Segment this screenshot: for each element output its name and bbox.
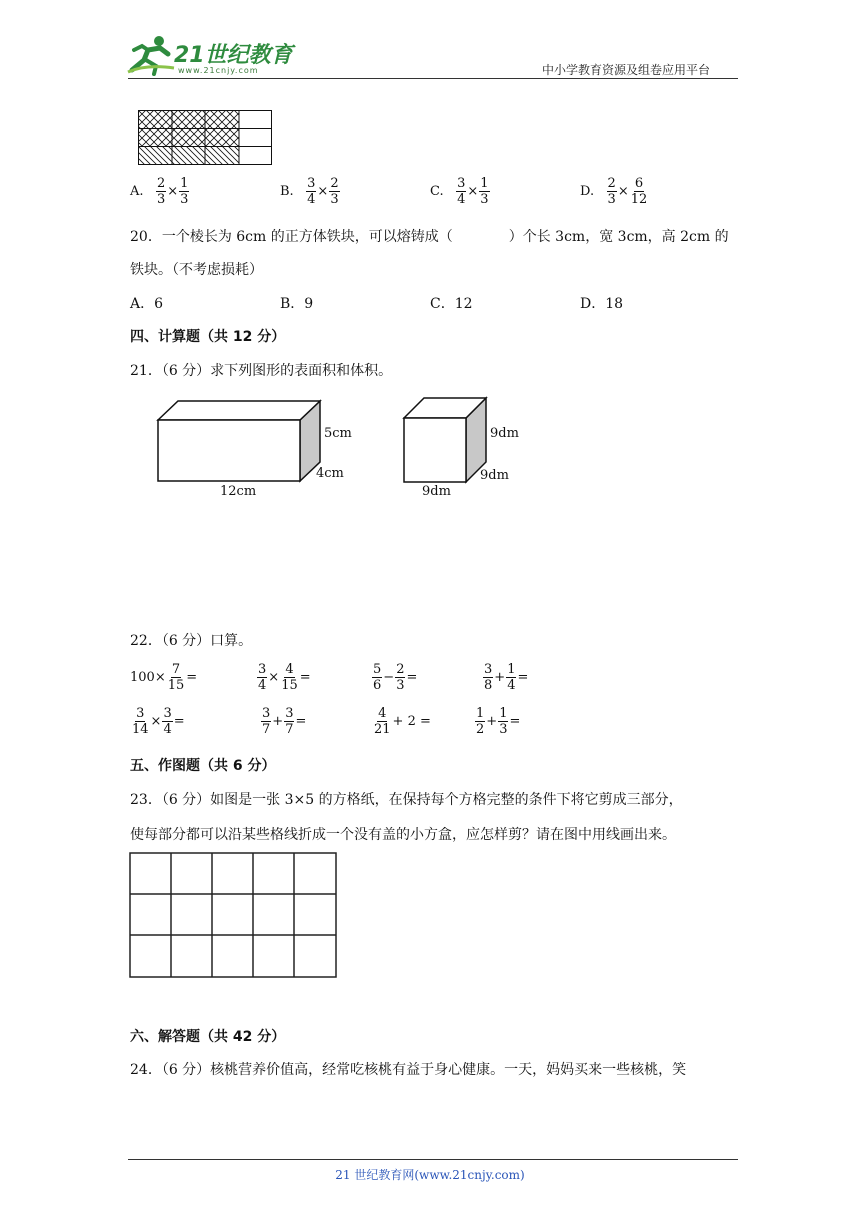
- q24-text-line1: 24．（6 分）核桃营养价值高，经常吃核桃有益于身心健康。一天，妈妈买来一些核桃，笑: [130, 1062, 687, 1078]
- runner-logo-icon: [126, 34, 176, 76]
- q20-option-a[interactable]: A．6: [130, 296, 164, 312]
- q19-option-a[interactable]: A. $\frac{2}{3}$ × $\frac{1}{3}$: [130, 176, 189, 207]
- header-divider: [128, 78, 738, 79]
- q20-option-d[interactable]: D．18: [580, 296, 624, 312]
- logo-subtext: www.21cnjy.com: [178, 66, 259, 75]
- q23-grid-paper[interactable]: [129, 852, 339, 984]
- cuboid-height-label: 5cm: [324, 426, 352, 441]
- q22-expr-1: 100× $\frac{7}{15}$ =: [130, 662, 198, 693]
- q19-figure: [138, 110, 273, 170]
- cube-height-label: 9dm: [490, 426, 519, 441]
- q20-text-line2: 铁块。（不考虑损耗）: [130, 262, 263, 278]
- q22-expr-5: $\frac{3}{14}$ × $\frac{3}{4}$ =: [132, 706, 185, 737]
- section-heading-6: 六、解答题（共 42 分）: [130, 1029, 286, 1045]
- fraction: $\frac{1}{3}$: [180, 176, 189, 207]
- hatched-grid: [138, 110, 273, 166]
- platform-name: 中小学教育资源及组卷应用平台: [542, 63, 711, 77]
- q22-expr-3: $\frac{5}{6}$ − $\frac{2}{3}$ =: [373, 662, 418, 693]
- fraction: $\frac{2}{3}$: [607, 176, 616, 207]
- fraction: $\frac{2}{3}$: [156, 176, 166, 207]
- logo-text: 21世纪教育: [174, 43, 293, 68]
- site-logo: [126, 34, 296, 78]
- cube-width-label: 9dm: [480, 468, 509, 483]
- fraction: $\frac{3}{4}$: [457, 176, 466, 207]
- q21-cube-figure: [398, 390, 519, 499]
- q22-expr-7: $\frac{4}{21}$ + 2 =: [374, 706, 431, 737]
- q23-text-line2: 使每部分都可以沿某些格线折成一个没有盖的小方盒，应怎样剪？请在图中用线画出来。: [130, 827, 676, 843]
- cuboid-width-label: 4cm: [316, 466, 344, 481]
- q19-option-b[interactable]: B. $\frac{3}{4}$ × $\frac{2}{3}$: [280, 176, 339, 207]
- q22-expr-6: $\frac{3}{7}$ + $\frac{3}{7}$ =: [262, 706, 307, 737]
- fraction: $\frac{3}{4}$: [307, 176, 316, 207]
- q19-option-d[interactable]: D. $\frac{2}{3}$ × $\frac{6}{12}$: [580, 176, 648, 207]
- cuboid-length-label: 12cm: [220, 484, 257, 499]
- fraction: $\frac{6}{12}$: [630, 176, 648, 207]
- q20-option-b[interactable]: B．9: [280, 296, 314, 312]
- section-heading-4: 四、计算题（共 12 分）: [130, 329, 286, 345]
- q22-expr-4: $\frac{3}{8}$ + $\frac{1}{4}$ =: [484, 662, 529, 693]
- q22-expr-2: $\frac{3}{4}$ × $\frac{4}{15}$ =: [258, 662, 311, 693]
- footer-link[interactable]: 21 世纪教育网(www.21cnjy.com): [335, 1168, 525, 1182]
- q19-option-c[interactable]: C. $\frac{3}{4}$ × $\frac{1}{3}$: [430, 176, 489, 207]
- section-heading-5: 五、作图题（共 6 分）: [130, 758, 276, 774]
- q22-expr-8: $\frac{1}{2}$ + $\frac{1}{3}$ =: [476, 706, 521, 737]
- q21-text: 21．（6 分）求下列图形的表面积和体积。: [130, 363, 393, 379]
- q23-text-line1: 23．（6 分）如图是一张 3×5 的方格纸，在保持每个方格完整的条件下将它剪成三部分，: [130, 792, 683, 808]
- footer-divider: [128, 1159, 738, 1160]
- fraction: $\frac{2}{3}$: [330, 176, 339, 207]
- cube-length-label: 9dm: [422, 484, 451, 499]
- fraction: $\frac{1}{3}$: [480, 176, 489, 207]
- q20-option-c[interactable]: C．12: [430, 296, 473, 312]
- q21-cuboid-figure: [150, 396, 350, 504]
- q22-text: 22．（6 分）口算。: [130, 633, 253, 649]
- q20-text-line1: 20．一个棱长为 6cm 的正方体铁块，可以熔铸成（ ）个长 3cm，宽 3cm，高 2cm 的: [130, 229, 729, 245]
